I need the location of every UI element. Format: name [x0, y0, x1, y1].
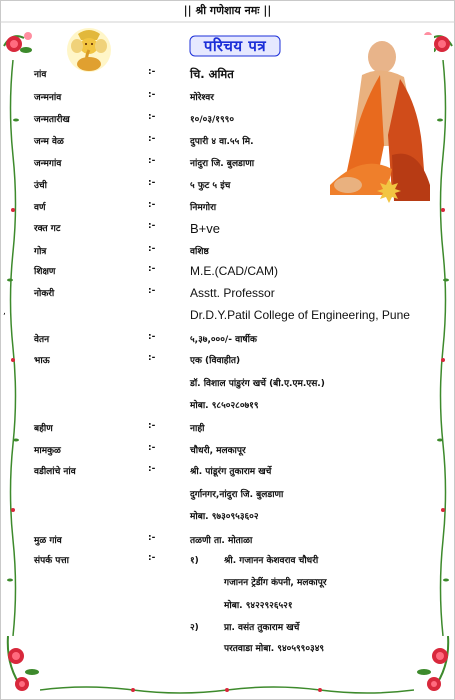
field-value: मोरेश्वर	[190, 93, 214, 103]
field-value: दुपारी ४ वा.५५ मि.	[190, 137, 254, 147]
colon-separator: :-	[148, 332, 156, 342]
colon-separator: :-	[148, 464, 156, 474]
field-value: निमगोरा	[190, 203, 217, 213]
field-value: १०/०३/१९९०	[190, 115, 235, 125]
invocation-text: || श्री गणेशाय नमः ||	[183, 4, 272, 17]
title-badge	[188, 33, 282, 59]
field-label: वेतन	[34, 335, 50, 345]
field-label: जन्मतारीख	[34, 115, 70, 125]
rose-ornament-top-left	[2, 28, 36, 58]
colon-separator: :-	[148, 553, 156, 563]
colon-separator: :-	[148, 178, 156, 188]
field-value: मोबा. ९८५०२८०७१९	[190, 401, 259, 411]
field-value: ५ फुट ५ इंच	[190, 181, 231, 191]
field-label: जन्म वेळ	[34, 137, 64, 147]
colon-separator: :-	[148, 533, 156, 543]
ganesha-emblem	[64, 24, 114, 74]
page-title: परिचय पत्र	[203, 37, 267, 55]
field-value: वशिष्ठ	[190, 247, 209, 257]
stray-comma: ,	[3, 307, 6, 317]
field-label: वर्ण	[34, 203, 46, 213]
rose-ornament-bottom-left	[2, 636, 42, 696]
field-value: Dr.D.Y.Patil College of Engineering, Pune	[190, 308, 410, 322]
field-label: संपर्क पत्ता	[34, 556, 69, 566]
vine-border-right	[436, 60, 450, 636]
colon-separator: :-	[148, 443, 156, 453]
field-value: चौधरी, मलकापूर	[190, 446, 246, 456]
contact-number: २)	[190, 623, 199, 633]
colon-separator: :-	[148, 156, 156, 166]
field-value: एक (विवाहीत)	[190, 356, 241, 366]
field-label: जन्मगांव	[34, 159, 62, 169]
colon-separator: :-	[148, 353, 156, 363]
field-label: नांव	[34, 70, 47, 80]
contact-line: परतवाडा मोबा. ९४०५९९०३४९	[224, 644, 325, 654]
saint-portrait	[322, 35, 434, 205]
field-label: रक्त गट	[34, 224, 61, 234]
field-value: M.E.(CAD/CAM)	[190, 264, 278, 278]
colon-separator: :-	[148, 90, 156, 100]
field-label: शिक्षण	[34, 267, 56, 277]
contact-line: मोबा. ९४२२९२६५२१	[224, 601, 293, 611]
field-label: भाऊ	[34, 356, 50, 366]
field-value: चि. अमित	[190, 67, 234, 81]
field-label: उंची	[34, 181, 47, 191]
contact-number: १)	[190, 556, 199, 566]
colon-separator: :-	[148, 200, 156, 210]
field-value: दुर्गानगर,नांदुरा जि. बुलडाणा	[190, 490, 284, 500]
colon-separator: :-	[148, 134, 156, 144]
colon-separator: :-	[148, 286, 156, 296]
field-label: मामकुळ	[34, 446, 61, 456]
colon-separator: :-	[148, 244, 156, 254]
field-value: श्री. पांडूरंग तुकाराम खर्चे	[190, 467, 272, 477]
field-label: जन्मनांव	[34, 93, 62, 103]
field-value: डॉ. विशाल पांडुरंग खर्चे (बी.ए.एम.एस.)	[190, 379, 325, 389]
vine-border-left	[6, 60, 20, 636]
colon-separator: :-	[148, 264, 156, 274]
colon-separator: :-	[148, 221, 156, 231]
field-value: नाही	[190, 424, 205, 434]
colon-separator: :-	[148, 421, 156, 431]
field-value: B+ve	[190, 221, 220, 236]
rose-ornament-bottom-right	[414, 636, 454, 696]
contact-line: श्री. गजानन केशवराव चौधरी	[224, 556, 319, 566]
contact-line: गजानन ट्रेडींग कंपनी, मलकापूर	[224, 578, 327, 588]
field-label: गोत्र	[34, 247, 47, 257]
field-value: मोबा. ९७३०९५३६०२	[190, 512, 259, 522]
field-label: मुळ गांव	[34, 536, 62, 546]
field-value: ५,३७,०००/- वार्षीक	[190, 335, 257, 345]
colon-separator: :-	[148, 67, 156, 77]
field-label: वडीलांचे नांव	[34, 467, 76, 477]
field-value: तळणी ता. मोताळा	[190, 536, 253, 546]
colon-separator: :-	[148, 112, 156, 122]
field-value: नांदुरा जि. बुलडाणा	[190, 159, 255, 169]
contact-line: प्रा. वसंत तुकाराम खर्चे	[224, 623, 300, 633]
field-label: बहीण	[34, 424, 53, 434]
vine-border-bottom	[40, 684, 414, 696]
field-label: नोकरी	[34, 289, 55, 299]
field-value: Asstt. Professor	[190, 286, 275, 300]
